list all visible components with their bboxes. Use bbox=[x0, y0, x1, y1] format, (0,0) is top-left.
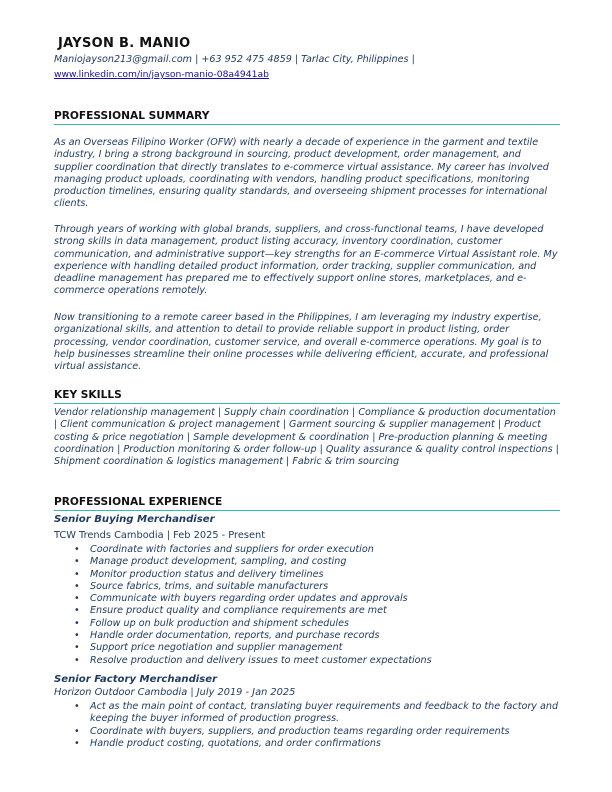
list-item: • Communicate with buyers regarding order updates and approvals bbox=[74, 593, 408, 605]
list-item: • Ensure product quality and compliance requirements are met bbox=[74, 605, 387, 617]
linkedin-link[interactable]: www.linkedin.com/in/jayson-manio-08a4941ab bbox=[54, 69, 269, 80]
list-item: • Manage product development, sampling, and costing bbox=[74, 556, 347, 568]
job-bullets-2 bbox=[54, 701, 560, 750]
summary-heading: PROFESSIONAL SUMMARY bbox=[54, 110, 560, 125]
bullet-icon: • bbox=[74, 654, 80, 666]
bullet-icon: • bbox=[74, 701, 80, 712]
list-item: • Support price negotiation and supplier management bbox=[74, 642, 343, 654]
bullet-icon: • bbox=[74, 593, 80, 605]
job-company-1: TCW Trends Cambodia | Feb 2025 - Present bbox=[54, 530, 266, 541]
bullet-icon: • bbox=[74, 642, 80, 654]
list-item: • Coordinate with buyers, suppliers, and production teams regarding order requirements bbox=[74, 725, 510, 737]
list-item: • Follow up on bulk production and shipment schedules bbox=[74, 617, 349, 629]
job-title-1: Senior Buying Merchandiser bbox=[54, 514, 215, 525]
job-title-2: Senior Factory Merchandiser bbox=[54, 674, 218, 685]
bullet-icon: • bbox=[74, 556, 80, 568]
list-item: • Act as the main point of contact, translating buyer requirements and feedback to the factory and keeping the buyer informed of production progress. bbox=[74, 701, 559, 725]
list-item: • Monitor production status and delivery timelines bbox=[74, 568, 324, 580]
list-item: • Handle order documentation, reports, and purchase records bbox=[74, 630, 380, 642]
bullet-icon: • bbox=[74, 617, 80, 629]
skills-heading: KEY SKILLS bbox=[54, 389, 560, 404]
summary-paragraph-2: Through years of working with global brands, suppliers, and cross-functional teams, I have developed strong skills in data management, product listing accuracy, inventory coordination, customer communication, and administrative support—key strengths for an E-commerce Virtual Assistant role. My experience with handling detailed product information, order tracking, supplier communication, and deadline management has prepared me to effectively support online stores, marketplaces, and e-commerce operations remotely. bbox=[54, 224, 558, 297]
list-item: • Source fabrics, trims, and suitable manufacturers bbox=[74, 580, 329, 592]
bullet-icon: • bbox=[74, 568, 80, 580]
summary-paragraph-1: As an Overseas Filipino Worker (OFW) with nearly a decade of experience in the garment and textile industry, I bring a strong background in sourcing, product development, order management, and supplier coordination that directly translates to e-commerce virtual assistance. My career has involved managing product uploads, coordinating with vendors, handling product specifications, monitoring production timelines, ensuring quality standards, and overseeing shipment processes for international clients. bbox=[54, 137, 549, 210]
bullet-icon: • bbox=[74, 725, 80, 737]
bullet-icon: • bbox=[74, 605, 80, 617]
contact-line: Maniojayson213@gmail.com | +63 952 475 4859 | Tarlac City, Philippines | bbox=[54, 54, 415, 65]
experience-heading: PROFESSIONAL EXPERIENCE bbox=[54, 496, 560, 511]
bullet-icon: • bbox=[74, 737, 80, 749]
bullet-icon: • bbox=[74, 580, 80, 592]
candidate-name: JAYSON B. MANIO bbox=[58, 36, 191, 51]
bullet-icon: • bbox=[74, 630, 80, 642]
list-item: • Handle product costing, quotations, and order confirmations bbox=[74, 737, 381, 749]
skills-text: Vendor relationship management | Supply chain coordination | Compliance & production documentation | Client communication & project management | Garment sourcing & supplier management | Product costing & price negotiation | Sample development & coordination | Pre-production planning & meeting coordination | Production monitoring & order follow-up | Quality assurance & quality control inspections | Shipment coordination & logistics management | Fabric & trim sourcing bbox=[54, 407, 559, 467]
summary-paragraph-3: Now transitioning to a remote career based in the Philippines, I am leveraging my industry expertise, organizational skills, and attention to detail to provide reliable support in product listing, order processing, vendor coordination, customer service, and overall e-commerce operations. My goal is to help businesses streamline their online processes while delivering efficient, accurate, and professional virtual assistance. bbox=[54, 312, 549, 372]
bullet-icon: • bbox=[74, 544, 80, 555]
list-item: • Coordinate with factories and suppliers for order execution bbox=[74, 544, 374, 555]
list-item: • Resolve production and delivery issues to meet customer expectations bbox=[74, 654, 432, 666]
job-company-2: Horizon Outdoor Cambodia | July 2019 - Jan 2025 bbox=[54, 687, 296, 698]
job-bullets-1 bbox=[54, 544, 560, 667]
